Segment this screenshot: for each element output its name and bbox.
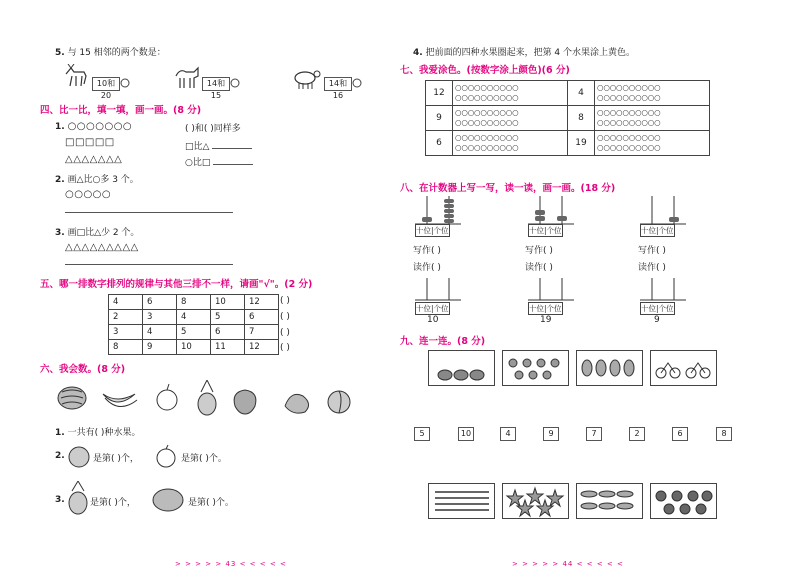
circle-cell[interactable]: ○○○○○○○○○○ ○○○○○○○○○○ [595,106,710,131]
table-row [109,340,279,355]
animal-label: 14和16 [324,77,352,91]
empty-abacus[interactable] [640,278,686,302]
write-as[interactable]: 写作( ) [525,246,553,256]
question-number: 1. [55,122,65,132]
number-cell: 9 [426,106,453,131]
number-cell: 12 [426,81,453,106]
number-box[interactable]: 8 [716,427,732,441]
s4-q2 [55,172,139,185]
sheep-icon [292,66,322,90]
check-blank[interactable]: ( ) [280,328,290,338]
s6-q1 [55,425,140,438]
tens-label: 十位 [641,226,656,235]
table-cell: 11 [211,340,245,355]
mushroom-icon [429,351,494,385]
table-row [109,325,279,340]
section-7-title: 七、我爱涂色。(按数字涂上颜色)(6 分) [400,65,570,76]
picture-box-bicycles[interactable] [650,350,717,386]
s6-q2 [55,451,65,461]
compare-label: □比△ [185,142,210,152]
place-label: 十位|个位 [641,304,674,313]
circle-cell[interactable]: ○○○○○○○○○○ ○○○○○○○○○○ [595,81,710,106]
page-number: > > > > > 43 < < < < < [175,560,287,568]
fill-same: ( )和( )同样多 [185,124,241,134]
circle-cell[interactable]: ○○○○○○○○○○ ○○○○○○○○○○ [453,131,568,156]
peach-icon [328,391,350,413]
circle-cell[interactable]: ○○○○○○○○○○ ○○○○○○○○○○ [453,106,568,131]
section-4-title: 四、比一比，填一填，画一画。(8 分) [40,105,202,116]
picture-box-pencils[interactable] [428,483,495,519]
tens-label: 十位 [416,304,431,313]
section-8-title: 八、在计数器上写一写，读一读，画一画。(18 分) [400,183,616,194]
abacus-number: 10 [427,315,439,325]
fill-compare-1 [185,139,252,152]
ones-label: 个位 [658,304,674,313]
section-9-title: 九、连一连。(8 分) [400,336,486,347]
question-number: 3. [55,228,65,238]
circle-blank-icon[interactable] [120,78,130,88]
pear-icon [285,394,309,413]
question-text: 一共有( )种水果。 [67,428,141,438]
picture-box-stars[interactable] [502,483,569,519]
number-cell: 4 [568,81,595,106]
answer-line[interactable] [65,264,233,265]
table-cell: 4 [177,310,211,325]
table-cell: 6 [143,295,177,310]
number-box[interactable]: 2 [629,427,645,441]
question-text: 与 15 相邻的两个数是： [67,48,166,58]
s4-q1 [55,121,132,132]
question-number: 2. [55,175,65,185]
section-6-title: 六、我会数。(8 分) [40,364,126,375]
circle-cell[interactable]: ○○○○○○○○○○ ○○○○○○○○○○ [595,131,710,156]
strawberry-icon [234,390,256,414]
table-row [426,106,710,131]
table-cell: 3 [143,310,177,325]
question-text: 画□比△少 2 个。 [67,228,140,238]
horse-icon [172,64,200,90]
table-cell: 4 [143,325,177,340]
tens-label: 十位 [529,226,544,235]
question-text: 画△比○多 3 个。 [67,175,139,185]
empty-abacus[interactable] [528,278,574,302]
number-box[interactable]: 10 [458,427,474,441]
table-cell: 3 [109,325,143,340]
empty-abacus[interactable] [415,278,461,302]
picture-box-vegetables[interactable] [576,350,643,386]
table-cell: 10 [211,295,245,310]
peach-icon [66,444,92,468]
read-as[interactable]: 读作( ) [525,263,553,273]
picture-box-carrots[interactable] [576,483,643,519]
banana-icon [103,394,137,407]
number-cell: 19 [568,131,595,156]
table-cell: 4 [109,295,143,310]
read-as[interactable]: 读作( ) [413,263,441,273]
question-number: 5. [55,48,65,58]
apple-icon [153,444,179,468]
watermelon-icon [58,387,86,409]
number-box[interactable]: 5 [414,427,430,441]
place-label: 十位|个位 [529,226,562,235]
question-4 [413,45,635,58]
tens-label: 十位 [416,226,431,235]
abacus-number: 19 [540,315,552,325]
section-5-title: 五、哪一排数字排列的规律与其他三排不一样，请画"√"。(2 分) [40,279,313,290]
bicycle-icon [651,351,716,385]
triangle-row: △△△△△△△ [65,154,123,165]
question-number: 1. [55,428,65,438]
pencil-icon [429,484,494,518]
apple-icon [157,384,177,410]
number-box[interactable]: 6 [672,427,688,441]
table-cell: 8 [109,340,143,355]
ones-label: 个位 [546,226,562,235]
table-row [109,295,279,310]
watermelon-icon [150,486,186,514]
answer-line[interactable] [65,212,233,213]
animal-label: 10和20 [92,77,120,91]
s6-q3 [55,495,65,505]
picture-box-ducks[interactable] [502,350,569,386]
position-fill: 是第( )个， [90,498,136,508]
circle-cell[interactable]: ○○○○○○○○○○ ○○○○○○○○○○ [453,81,568,106]
number-box[interactable]: 7 [586,427,602,441]
table-cell: 8 [177,295,211,310]
question-number: 2. [55,451,65,461]
number-box[interactable]: 9 [543,427,559,441]
check-blank[interactable]: ( ) [280,312,290,322]
circle-blank-icon[interactable] [230,78,240,88]
deer-icon [62,64,90,88]
question-number: 4. [413,48,423,58]
question-number: 3. [55,495,65,505]
place-label: 十位|个位 [416,226,449,235]
position-fill: 是第( )个。 [188,498,234,508]
question-5 [55,45,166,58]
s4-q3 [55,225,139,238]
table-cell: 9 [143,340,177,355]
table-row [109,310,279,325]
picture-box-mushrooms[interactable] [428,350,495,386]
fruit-row [55,380,385,416]
duck-icon [503,351,568,385]
table-cell: 5 [211,310,245,325]
pineapple-icon [198,380,216,415]
table-cell: 7 [245,325,279,340]
pineapple-icon [66,481,90,515]
fill-compare-2 [185,155,253,168]
square-row: □□□□□ [65,137,115,148]
page-number: > > > > > 44 < < < < < [512,560,624,568]
table-cell: 12 [245,340,279,355]
triangle-row: △△△△△△△△△ [65,242,139,253]
tens-label: 十位 [529,304,544,313]
picture-box-flowers[interactable] [650,483,717,519]
table-cell: 10 [177,340,211,355]
table-cell: 6 [211,325,245,340]
place-label: 十位|个位 [641,226,674,235]
place-label: 十位|个位 [416,304,449,313]
check-blank[interactable]: ( ) [280,343,290,353]
number-cell: 6 [426,131,453,156]
table-cell: 12 [245,295,279,310]
star-icon [503,484,568,518]
table-row [426,131,710,156]
circle-row: ○○○○○○○ [67,121,133,132]
table-row [426,81,710,106]
number-box[interactable]: 4 [500,427,516,441]
circle-blank-icon[interactable] [352,78,362,88]
circle-row: ○○○○○ [65,189,112,200]
carrot-icon [577,484,642,518]
number-pattern-table [108,294,279,355]
answer-line[interactable] [213,164,253,165]
table-cell: 6 [245,310,279,325]
abacus-number: 9 [654,315,660,325]
question-text: 把前面的四种水果圈起来，把第 4 个水果涂上黄色。 [425,48,636,58]
position-fill: 是第( )个。 [181,454,227,464]
check-blank[interactable]: ( ) [280,296,290,306]
ones-label: 个位 [433,304,449,313]
ones-label: 个位 [546,304,562,313]
compare-label: ○比□ [185,158,211,168]
animal-label: 14和15 [202,77,230,91]
read-as[interactable]: 读作( ) [638,263,666,273]
answer-line[interactable] [212,148,252,149]
table-cell: 2 [109,310,143,325]
ones-label: 个位 [433,226,449,235]
place-label: 十位|个位 [529,304,562,313]
coloring-table [425,80,710,156]
vegetable-icon [577,351,642,385]
write-as[interactable]: 写作( ) [638,246,666,256]
position-fill: 是第( )个， [93,454,139,464]
flower-icon [651,484,716,518]
ones-label: 个位 [658,226,674,235]
table-cell: 5 [177,325,211,340]
tens-label: 十位 [641,304,656,313]
number-cell: 8 [568,106,595,131]
write-as[interactable]: 写作( ) [413,246,441,256]
